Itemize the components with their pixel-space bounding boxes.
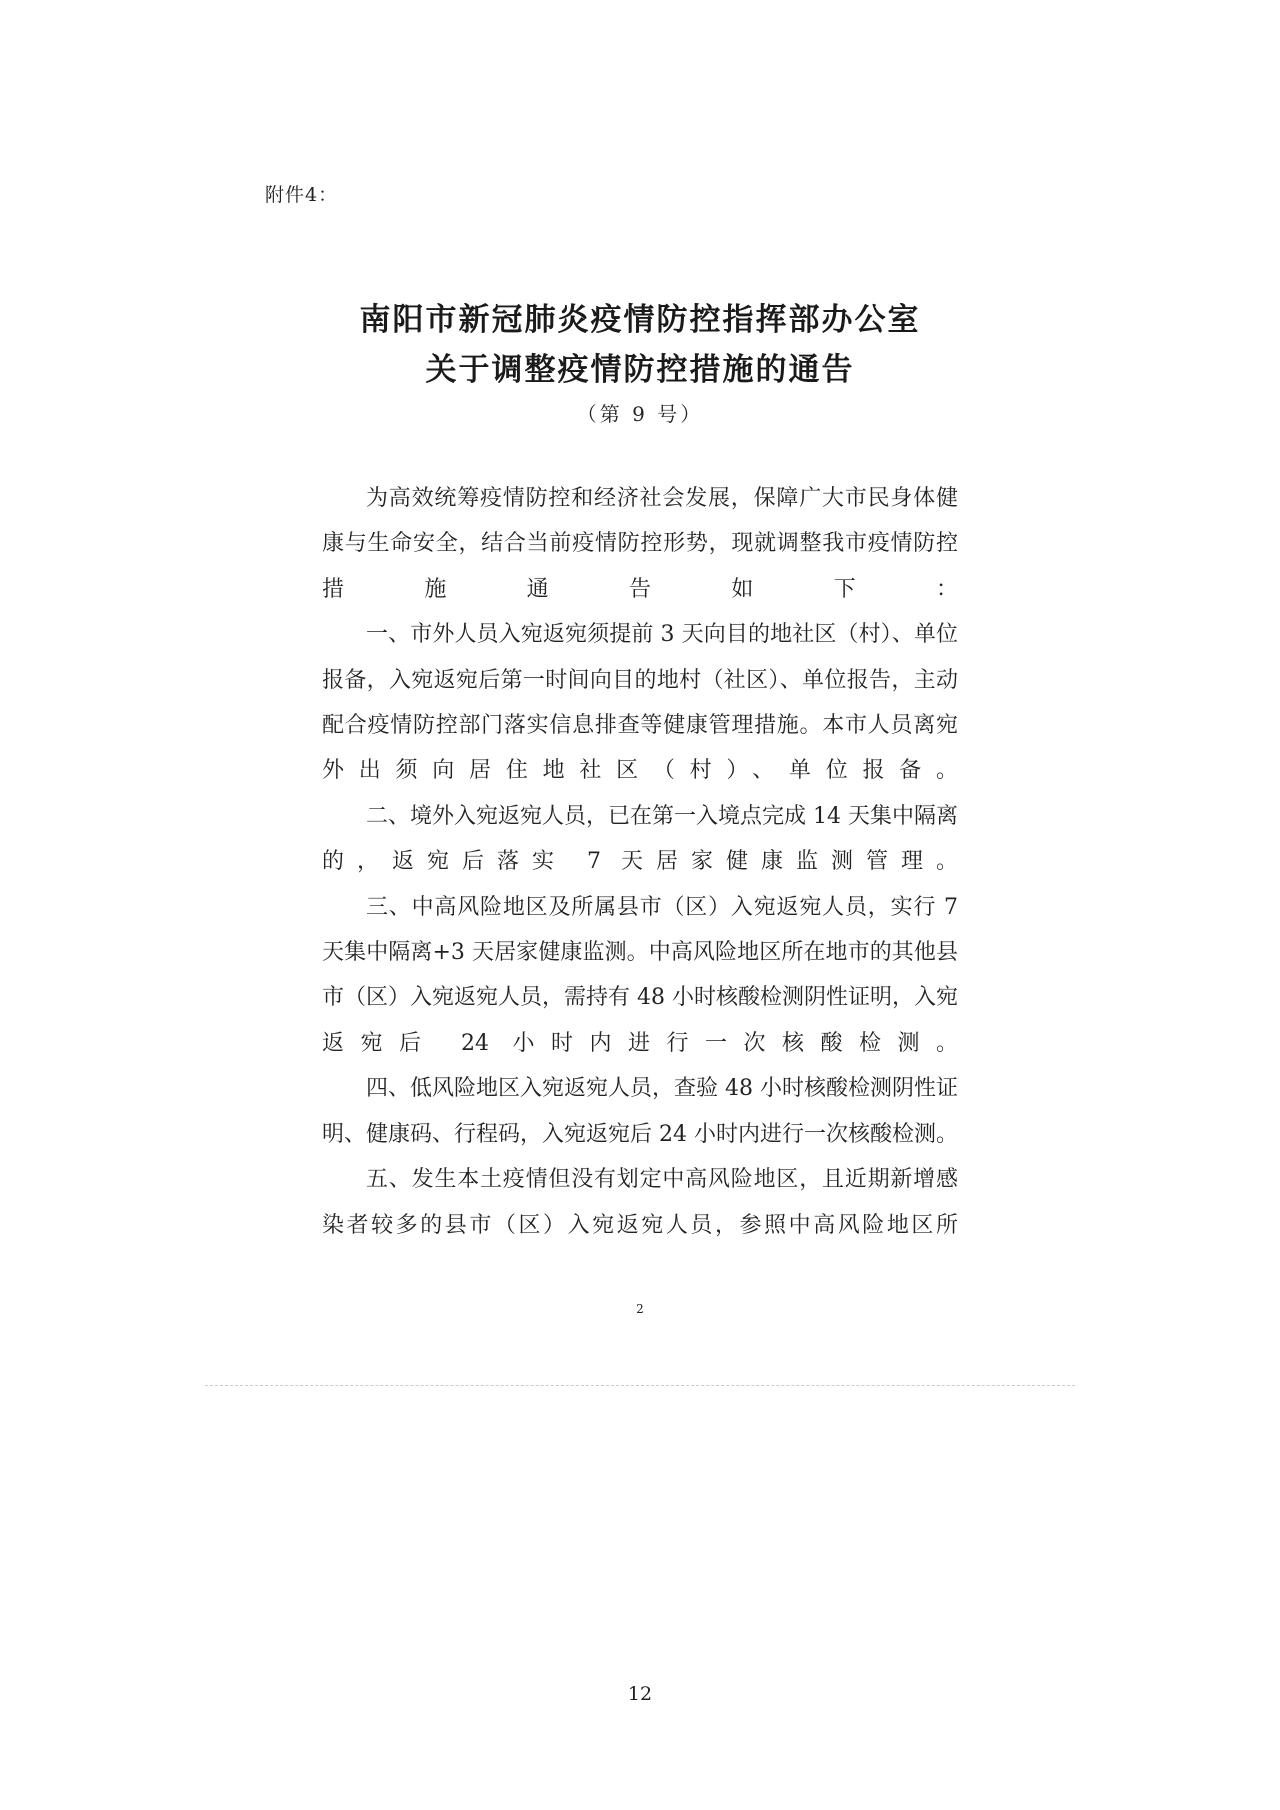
attachment-label: 附件4： (265, 184, 339, 206)
paragraph-item-3: 三、中高风险地区及所属县市（区）入宛返宛人员，实行 7 天集中隔离+3 天居家健康监测。中高风险地区所在地市的其他县市（区）入宛返宛人员，需持有 48 小时核酸检测阴性证明，入宛返宛后 24 小时内进行一次核酸检测。 (322, 894, 958, 1056)
inner-page-number: 2 (636, 1302, 644, 1316)
document-title-line-2: 关于调整疫情防控措施的通告 (425, 352, 855, 388)
scan-edge-divider (205, 1385, 1075, 1386)
paragraph-item-1: 一、市外人员入宛返宛须提前 3 天向目的地社区（村）、单位报备，入宛返宛后第一时间向目的地村（社区）、单位报告，主动配合疫情防控部门落实信息排查等健康管理措施。本市人员离宛外出须向居住地社区（村）、单位报备。 (322, 622, 958, 784)
page-number: 12 (627, 1683, 653, 1705)
paragraph-item-2: 二、境外入宛返宛人员，已在第一入境点完成 14 天集中隔离的，返宛后落实 7 天居家健康监测管理。 (322, 803, 958, 875)
paragraph-item-5: 五、发生本土疫情但没有划定中高风险地区，且近期新增感染者较多的县市（区）入宛返宛人员，参照中高风险地区所 (322, 1167, 958, 1238)
document-number: （第 9 号） (576, 402, 704, 426)
paragraph-item-4: 四、低风险地区入宛返宛人员，查验 48 小时核酸检测阴性证明、健康码、行程码，入宛返宛后 24 小时内进行一次核酸检测。 (322, 1076, 958, 1147)
notice-body (322, 476, 958, 1248)
paragraph-intro: 为高效统筹疫情防控和经济社会发展，保障广大市民身体健康与生命安全，结合当前疫情防控形势，现就调整我市疫情防控措施通告如下： (322, 486, 958, 602)
document-title-line-1: 南阳市新冠肺炎疫情防控指挥部办公室 (359, 302, 921, 338)
